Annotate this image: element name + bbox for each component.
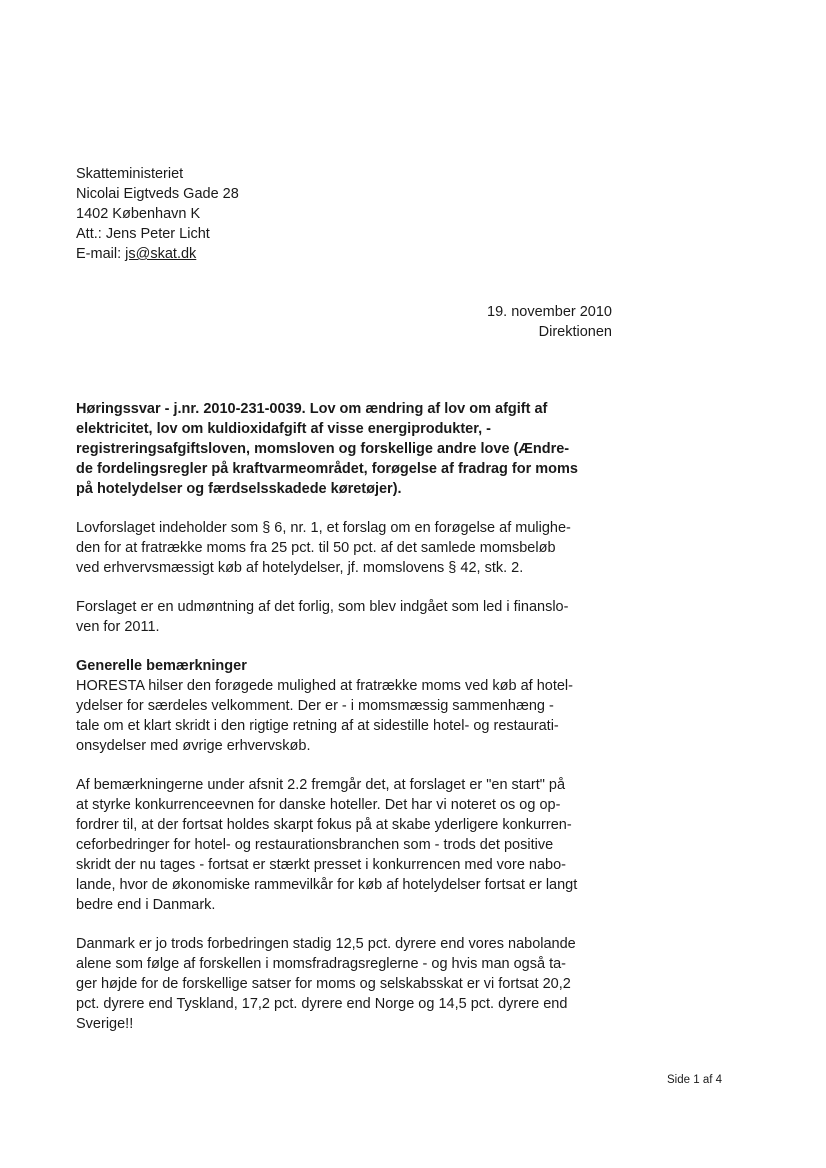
paragraph-line: fordrer til, at der fortsat holdes skarpt fokus på at skabe yderligere konkurren- <box>76 817 572 833</box>
paragraph-line: alene som følge af forskellen i momsfradragsreglerne - og hvis man også ta- <box>76 956 566 972</box>
paragraph-line: skridt der nu tages - fortsat er stærkt presset i konkurrencen med vore nabo- <box>76 857 566 873</box>
email-link[interactable]: js@skat.dk <box>125 246 197 262</box>
paragraph-line: ven for 2011. <box>76 619 160 635</box>
recipient-email-line <box>76 244 239 264</box>
paragraph-line: Lovforslaget indeholder som § 6, nr. 1, et forslag om en forøgelse af mulighe- <box>76 520 571 536</box>
paragraph-line: Forslaget er en udmøntning af det forlig, som blev indgået som led i finanslo- <box>76 599 569 615</box>
paragraph-line: Sverige!! <box>76 1016 134 1032</box>
paragraph-2 <box>76 597 621 637</box>
paragraph-line: ved erhvervsmæssigt køb af hotelydelser, jf. momslovens § 42, stk. 2. <box>76 560 524 576</box>
paragraph-line: den for at fratrække moms fra 25 pct. til 50 pct. af det samlede momsbeløb <box>76 540 556 556</box>
recipient-org: Skatteministeriet <box>76 166 184 182</box>
letter-date: 19. november 2010 <box>487 304 612 320</box>
recipient-city: 1402 København K <box>76 206 201 222</box>
page-number: Side 1 af 4 <box>667 1074 722 1086</box>
paragraph-line: ceforbedringer for hotel- og restaurationsbranchen som - trods det positive <box>76 837 554 853</box>
paragraph-line: at styrke konkurrenceevnen for danske hoteller. Det har vi noteret os og op- <box>76 797 561 813</box>
paragraph-line: pct. dyrere end Tyskland, 17,2 pct. dyrere end Norge og 14,5 pct. dyrere end <box>76 996 568 1012</box>
subject-line: elektricitet, lov om kuldioxidafgift af visse energiprodukter, - <box>76 421 491 437</box>
paragraph-line: bedre end i Danmark. <box>76 897 216 913</box>
paragraph-line: Af bemærkningerne under afsnit 2.2 fremgår det, at forslaget er "en start" på <box>76 777 566 793</box>
paragraph-line: onsydelser med øvrige erhvervskøb. <box>76 738 311 754</box>
subject-line: de fordelingsregler på kraftvarmeområdet, forøgelse af fradrag for moms <box>76 461 578 477</box>
subject-line: Høringssvar - j.nr. 2010-231-0039. Lov om ændring af lov om afgift af <box>76 401 548 417</box>
subject-line: på hotelydelser og færdselsskadede køretøjer). <box>76 481 402 497</box>
paragraph-3 <box>76 676 621 756</box>
subject-line: registreringsafgiftsloven, momsloven og forskellige andre love (Ændre- <box>76 441 570 457</box>
recipient-attention: Att.: Jens Peter Licht <box>76 226 210 242</box>
date-block <box>487 302 612 342</box>
subject-heading <box>76 399 621 499</box>
section-heading: Generelle bemærkninger <box>76 658 247 674</box>
email-label: E-mail: <box>76 246 126 262</box>
recipient-street: Nicolai Eigtveds Gade 28 <box>76 186 239 202</box>
recipient-address <box>76 164 239 264</box>
paragraph-line: ydelser for særdeles velkomment. Der er - i momsmæssig sammenhæng - <box>76 698 554 714</box>
paragraph-line: HORESTA hilser den forøgede mulighed at fratrække moms ved køb af hotel- <box>76 678 573 694</box>
paragraph-1 <box>76 518 621 578</box>
letter-body <box>76 399 621 1053</box>
paragraph-5 <box>76 934 621 1034</box>
paragraph-4 <box>76 775 621 915</box>
paragraph-line: ger højde for de forskellige satser for moms og selskabsskat er vi fortsat 20,2 <box>76 976 571 992</box>
sender-department: Direktionen <box>538 324 612 340</box>
paragraph-line: lande, hvor de økonomiske rammevilkår for køb af hotelydelser fortsat er langt <box>76 877 578 893</box>
paragraph-line: tale om et klart skridt i den rigtige retning af at sidestille hotel- og restaurati- <box>76 718 559 734</box>
paragraph-line: Danmark er jo trods forbedringen stadig 12,5 pct. dyrere end vores nabolande <box>76 936 576 952</box>
